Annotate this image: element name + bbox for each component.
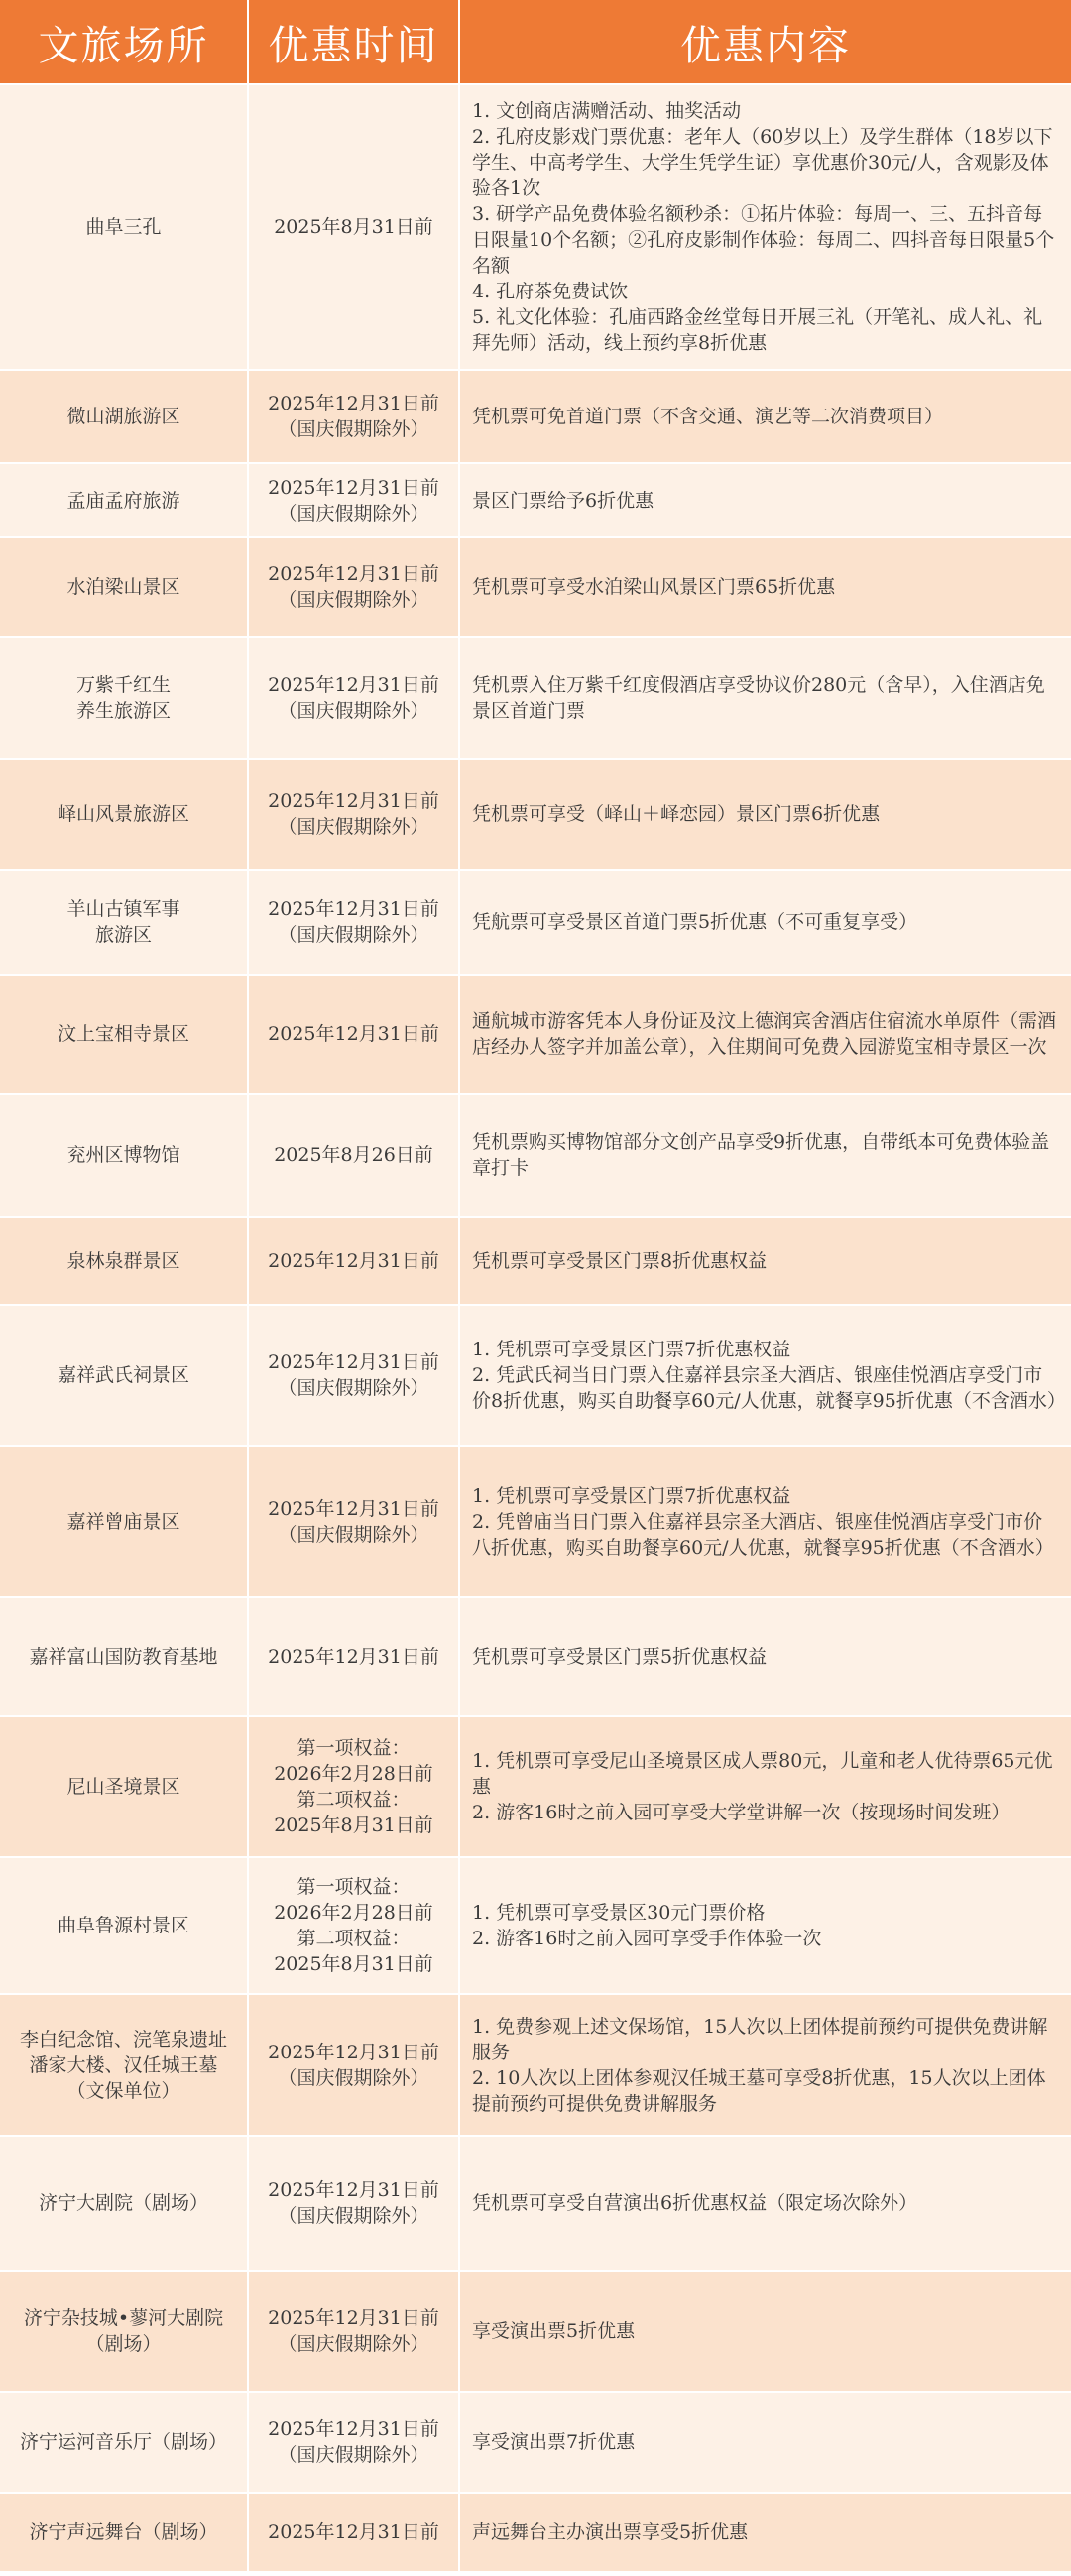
table-row	[0, 1857, 1071, 1994]
table-row	[0, 370, 1071, 463]
offer-cell-line: 2. 游客16时之前入园可享受手作体验一次	[472, 1928, 822, 1949]
venue-cell-line: 万紫千红生	[75, 673, 171, 696]
venue-cell	[0, 370, 248, 463]
venue-cell	[0, 537, 248, 637]
table-header-row	[0, 0, 1071, 84]
offer-cell-line: 3. 研学产品免费体验名额秒杀：①拓片体验：每周一、三、五抖音每日限量10个名额；②孔府皮影制作体验：每周二、四抖音每日限量5个名额	[472, 203, 1055, 277]
table-row	[0, 2493, 1071, 2572]
venue-cell-line: 峄山风景旅游区	[57, 803, 189, 825]
period-cell-line: 第二项权益：	[297, 1928, 411, 1949]
offer-cell-line: 凭机票可享受（峄山＋峄恋园）景区门票6折优惠	[472, 803, 881, 825]
period-cell-line: 2025年12月31日前	[268, 563, 439, 585]
offer-cell-line: 享受演出票7折优惠	[472, 2431, 636, 2453]
venue-cell-line: 孟庙孟府旅游	[66, 489, 180, 512]
venue-cell-line: 济宁运河音乐厅（剧场）	[19, 2431, 227, 2453]
venue-cell	[0, 1305, 248, 1446]
offer-cell	[459, 2271, 1071, 2392]
table-row	[0, 870, 1071, 975]
venue-cell-line: 尼山圣境景区	[66, 1776, 180, 1798]
venue-cell-line: 嘉祥武氏祠景区	[57, 1364, 189, 1386]
offer-cell	[459, 84, 1071, 370]
table-row	[0, 637, 1071, 759]
period-cell	[248, 1597, 459, 1716]
venue-cell	[0, 870, 248, 975]
period-cell-line: 2025年12月31日前	[268, 2041, 439, 2063]
offer-cell-line: 凭机票可免首道门票（不含交通、演艺等二次消费项目）	[472, 406, 944, 427]
venue-cell-line: 嘉祥曾庙景区	[66, 1510, 180, 1533]
period-cell-line: （国庆假期除外）	[278, 2333, 429, 2355]
table-row	[0, 975, 1071, 1094]
offer-cell-line: 凭机票可享受景区门票8折优惠权益	[472, 1249, 768, 1272]
venue-cell-line: 济宁杂技城•蓼河大剧院	[23, 2307, 224, 2329]
period-cell-line: 2025年12月31日前	[268, 476, 439, 499]
period-cell-line: 2026年2月28日前	[274, 1902, 433, 1924]
offer-cell-line: 2. 凭曾庙当日门票入住嘉祥县宗圣大酒店、银座佳悦酒店享受门市价八折优惠，购买自助餐享60元/人优惠，就餐享95折优惠（不含酒水）	[472, 1510, 1054, 1559]
period-cell	[248, 2493, 459, 2572]
period-cell	[248, 1217, 459, 1305]
period-cell	[248, 637, 459, 759]
venue-cell-line: 济宁大剧院（剧场）	[38, 2192, 208, 2214]
venue-cell	[0, 84, 248, 370]
offer-cell-line: 1. 凭机票可享受景区门票7折优惠权益	[472, 1484, 791, 1507]
offer-cell-line: 1. 文创商店满赠活动、抽奖活动	[472, 100, 742, 122]
offer-cell-line: 凭机票购买博物馆部分文创产品享受9折优惠，自带纸本可免费体验盖章打卡	[472, 1131, 1050, 1179]
table-row	[0, 1094, 1071, 1217]
offer-cell	[459, 870, 1071, 975]
venue-cell	[0, 1446, 248, 1597]
period-cell	[248, 2392, 459, 2493]
period-cell-line: 2025年12月31日前	[268, 790, 439, 812]
table-row	[0, 463, 1071, 537]
venue-cell	[0, 1094, 248, 1217]
venue-cell-line: （剧场）	[85, 2333, 162, 2355]
venue-cell	[0, 1597, 248, 1716]
period-cell-line: （国庆假期除外）	[278, 2205, 429, 2227]
venue-cell-line: 汶上宝相寺景区	[57, 1023, 189, 1045]
venue-cell-line: 曲阜三孔	[85, 216, 162, 238]
period-cell	[248, 1716, 459, 1857]
offer-cell-line: 享受演出票5折优惠	[472, 2320, 636, 2342]
venue-cell	[0, 2271, 248, 2392]
period-cell-line: 2025年12月31日前	[268, 393, 439, 414]
venue-cell	[0, 2493, 248, 2572]
period-cell-line: （国庆假期除外）	[278, 1377, 429, 1399]
venue-cell	[0, 1716, 248, 1857]
table-row	[0, 1716, 1071, 1857]
offer-cell	[459, 975, 1071, 1094]
offer-cell-line: 景区门票给予6折优惠	[472, 489, 654, 512]
venue-cell	[0, 637, 248, 759]
offer-cell	[459, 1217, 1071, 1305]
table-row	[0, 2136, 1071, 2271]
venue-cell-line: 羊山古镇军事	[66, 898, 180, 920]
offer-cell-line: 凭机票可享受自营演出6折优惠权益（限定场次除外）	[472, 2192, 918, 2214]
header-place: 文旅场所	[0, 0, 248, 84]
period-cell-line: 2025年8月31日前	[274, 1815, 433, 1836]
offer-cell-line: 凭机票入住万紫千红度假酒店享受协议价280元（含早），入住酒店免景区首道门票	[472, 673, 1045, 722]
period-cell-line: 2025年12月31日前	[268, 2521, 439, 2543]
offer-cell-line: 2. 孔府皮影戏门票优惠：老年人（60岁以上）及学生群体（18岁以下学生、中高考学生、大学生凭学生证）享优惠价30元/人，含观影及体验各1次	[472, 126, 1053, 199]
period-cell-line: 第二项权益：	[297, 1789, 411, 1811]
period-cell	[248, 2136, 459, 2271]
period-cell-line: 2025年8月31日前	[274, 216, 433, 238]
offer-cell	[459, 2136, 1071, 2271]
offer-cell-line: 4. 孔府茶免费试饮	[472, 281, 629, 302]
period-cell-line: （国庆假期除外）	[278, 2066, 429, 2089]
table-body	[0, 84, 1071, 2572]
offer-cell-line: 5. 礼文化体验：孔庙西路金丝堂每日开展三礼（开笔礼、成人礼、礼拜先师）活动，线上预约享8折优惠	[472, 306, 1043, 354]
period-cell	[248, 537, 459, 637]
offer-cell	[459, 2392, 1071, 2493]
venue-cell	[0, 2136, 248, 2271]
period-cell	[248, 870, 459, 975]
table-row	[0, 1994, 1071, 2136]
venue-cell	[0, 463, 248, 537]
venue-cell-line: 微山湖旅游区	[66, 406, 180, 427]
venue-cell	[0, 759, 248, 870]
period-cell	[248, 975, 459, 1094]
header-time: 优惠时间	[248, 0, 459, 84]
offer-cell	[459, 2493, 1071, 2572]
period-cell	[248, 1094, 459, 1217]
venue-cell-line: 养生旅游区	[75, 699, 171, 722]
period-cell	[248, 463, 459, 537]
offer-cell	[459, 1094, 1071, 1217]
period-cell	[248, 759, 459, 870]
offer-cell	[459, 759, 1071, 870]
offer-cell-line: 通航城市游客凭本人身份证及汶上德润宾舍酒店住宿流水单原件（需酒店经办人签字并加盖公章），入住期间可免费入园游览宝相寺景区一次	[472, 1010, 1057, 1058]
venue-cell	[0, 2392, 248, 2493]
period-cell-line: （国庆假期除外）	[278, 502, 429, 525]
venue-cell-line: 泉林泉群景区	[66, 1249, 180, 1272]
period-cell-line: 2025年8月31日前	[274, 1953, 433, 1975]
table-row	[0, 1305, 1071, 1446]
period-cell	[248, 370, 459, 463]
period-cell-line: 2026年2月28日前	[274, 1763, 433, 1785]
table-row	[0, 1597, 1071, 1716]
offer-cell	[459, 1857, 1071, 1994]
offer-cell	[459, 1446, 1071, 1597]
offer-cell-line: 2. 游客16时之前入园可享受大学堂讲解一次（按现场时间发班）	[472, 1802, 1011, 1823]
period-cell	[248, 1857, 459, 1994]
offer-cell	[459, 1994, 1071, 2136]
table-row	[0, 759, 1071, 870]
period-cell-line: 2025年12月31日前	[268, 2307, 439, 2329]
venue-cell	[0, 975, 248, 1094]
venue-cell-line: 李白纪念馆、浣笔泉遗址	[19, 2028, 227, 2050]
period-cell	[248, 84, 459, 370]
period-cell	[248, 1305, 459, 1446]
table-row	[0, 537, 1071, 637]
period-cell-line: 2025年8月26日前	[274, 1144, 433, 1166]
period-cell	[248, 1994, 459, 2136]
period-cell-line: （国庆假期除外）	[278, 2444, 429, 2466]
venue-cell-line: 兖州区博物馆	[66, 1144, 180, 1166]
period-cell-line: （国庆假期除外）	[278, 924, 429, 946]
venue-cell	[0, 1217, 248, 1305]
offer-cell	[459, 463, 1071, 537]
venue-cell-line: 嘉祥富山国防教育基地	[29, 1646, 218, 1668]
offer-cell-line: 1. 凭机票可享受景区门票7折优惠权益	[472, 1339, 791, 1360]
venue-cell-line: 旅游区	[94, 924, 152, 946]
offer-cell-line: 1. 凭机票可享受尼山圣境景区成人票80元，儿童和老人优待票65元优惠	[472, 1750, 1053, 1798]
period-cell-line: 2025年12月31日前	[268, 1646, 439, 1668]
offer-cell-line: 1. 凭机票可享受景区30元门票价格	[472, 1902, 766, 1924]
venue-cell-line: 济宁声远舞台（剧场）	[29, 2521, 218, 2543]
period-cell-line: 第一项权益：	[297, 1876, 411, 1898]
table-row	[0, 2392, 1071, 2493]
period-cell-line: 2025年12月31日前	[268, 2179, 439, 2201]
period-cell-line: （国庆假期除外）	[278, 589, 429, 611]
period-cell-line: 2025年12月31日前	[268, 1249, 439, 1272]
period-cell-line: 2025年12月31日前	[268, 1023, 439, 1045]
venue-cell-line: （文保单位）	[66, 2079, 180, 2102]
period-cell-line: 2025年12月31日前	[268, 1497, 439, 1520]
period-cell	[248, 2271, 459, 2392]
venue-cell	[0, 1994, 248, 2136]
period-cell-line: 2025年12月31日前	[268, 2418, 439, 2440]
header-offer: 优惠内容	[459, 0, 1071, 84]
period-cell-line: 2025年12月31日前	[268, 898, 439, 920]
offer-cell	[459, 537, 1071, 637]
offer-cell	[459, 1305, 1071, 1446]
period-cell-line: （国庆假期除外）	[278, 699, 429, 722]
table-row	[0, 1446, 1071, 1597]
period-cell-line: （国庆假期除外）	[278, 1523, 429, 1546]
period-cell-line: 第一项权益：	[297, 1737, 411, 1759]
table-row	[0, 2271, 1071, 2392]
period-cell-line: 2025年12月31日前	[268, 673, 439, 696]
period-cell	[248, 1446, 459, 1597]
offer-cell-line: 凭航票可享受景区首道门票5折优惠（不可重复享受）	[472, 911, 918, 933]
offer-cell	[459, 637, 1071, 759]
period-cell-line: 2025年12月31日前	[268, 1351, 439, 1373]
venue-cell-line: 水泊梁山景区	[66, 576, 180, 598]
venue-cell	[0, 1857, 248, 1994]
offer-cell-line: 2. 凭武氏祠当日门票入住嘉祥县宗圣大酒店、银座佳悦酒店享受门市价8折优惠，购买自助餐享60元/人优惠，就餐享95折优惠（不含酒水）	[472, 1364, 1066, 1412]
offer-cell	[459, 370, 1071, 463]
venue-cell-line: 潘家大楼、汉任城王墓	[29, 2053, 218, 2076]
offer-cell-line: 凭机票可享受景区门票5折优惠权益	[472, 1646, 768, 1668]
offer-cell-line: 2. 10人次以上团体参观汉任城王墓可享受8折优惠，15人次以上团体提前预约可提供免费讲解服务	[472, 2066, 1046, 2115]
offer-cell-line: 声远舞台主办演出票享受5折优惠	[472, 2521, 749, 2543]
venue-cell-line: 曲阜鲁源村景区	[57, 1915, 189, 1936]
offer-cell-line: 1. 免费参观上述文保场馆，15人次以上团体提前预约可提供免费讲解服务	[472, 2015, 1048, 2063]
period-cell-line: （国庆假期除外）	[278, 418, 429, 440]
table-row	[0, 84, 1071, 370]
offer-cell	[459, 1716, 1071, 1857]
offer-cell-line: 凭机票可享受水泊梁山风景区门票65折优惠	[472, 576, 836, 598]
period-cell-line: （国庆假期除外）	[278, 816, 429, 838]
offer-cell	[459, 1597, 1071, 1716]
table-row	[0, 1217, 1071, 1305]
